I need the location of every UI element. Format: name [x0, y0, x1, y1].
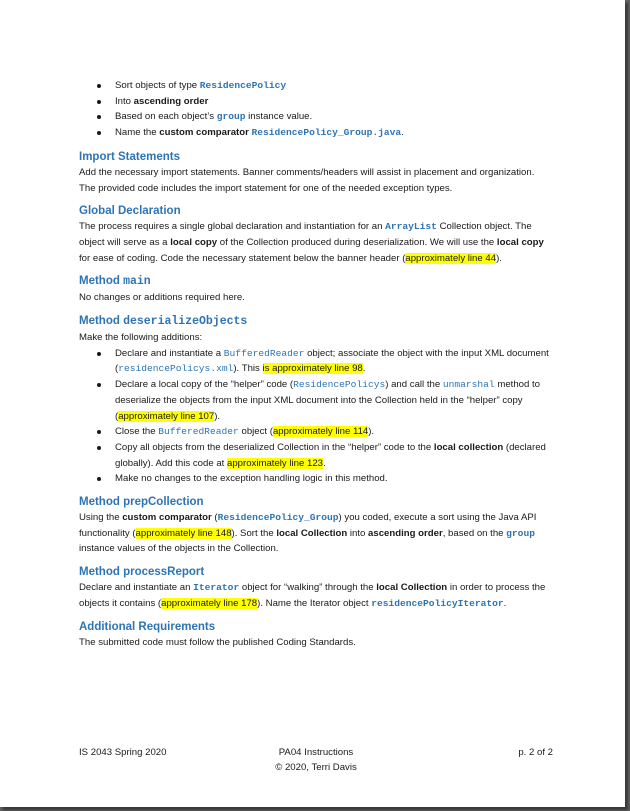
section-import	[79, 149, 549, 196]
highlight: approximately line 44	[405, 252, 497, 264]
inline-code: ResidencePolicy_Group.java	[251, 127, 402, 139]
highlight: is approximately line 98	[262, 363, 363, 375]
footer-title: PA04 Instructions	[278, 747, 354, 758]
section-heading-import: Import Statements	[79, 150, 180, 163]
footer-page-number: p. 2 of 2	[518, 747, 553, 758]
section-heading-global: Global Declaration	[79, 205, 181, 218]
inline-code: group	[216, 111, 246, 123]
section-text: Add the necessary import statements. Banner comments/headers will assist in placement and organization. The provided code includes the import statement for one of the needed exception types.	[79, 166, 535, 194]
footer-center	[79, 745, 553, 775]
section-global	[79, 203, 549, 266]
list-item: Name the custom comparator ResidencePolicy_Group.java.	[115, 125, 549, 141]
list-item: Based on each object’s group instance value.	[115, 109, 549, 125]
section-heading-deserialize: Method deserializeObjects	[79, 315, 248, 329]
section-text: Make the following additions:	[79, 332, 203, 344]
list-item: Into ascending order	[115, 94, 549, 110]
highlight: approximately line 114	[272, 426, 369, 438]
list-item: Declare and instantiate a BufferedReader object; associate the object with the input XML document (residencePolicys.xml). This is approximately line 98.	[115, 346, 549, 377]
section-prep	[79, 494, 549, 557]
section-heading-report: Method processReport	[79, 566, 205, 579]
section-text: The submitted code must follow the published Coding Standards.	[79, 636, 356, 648]
section-text: No changes or additions required here.	[79, 292, 245, 304]
section-report	[79, 564, 549, 611]
highlight: approximately line 123	[227, 457, 323, 469]
section-heading-main: Method main	[79, 275, 151, 289]
section-text: The process requires a single global declaration and instantiation for an ArrayList Collection object. The object will serve as a local copy of the Collection produced during deserialization. We will use the local copy for ease of coding. Code the necessary statement below the banner header (approximately line 44).	[79, 221, 544, 264]
highlight: approximately line 178	[161, 597, 258, 609]
intro-bullet-list	[79, 78, 549, 141]
list-item: Close the BufferedReader object (approximately line 114).	[115, 424, 549, 440]
deserialize-bullet-list	[79, 346, 549, 487]
section-main	[79, 273, 549, 306]
list-item: Declare a local copy of the “helper” code (ResidencePolicys) and call the unmarshal method to deserialize the objects from the input XML document into the Collection held in the “helper” copy (approximately line 107).	[115, 377, 549, 424]
list-item: Make no changes to the exception handling logic in this method.	[115, 471, 549, 487]
page-content	[79, 78, 549, 650]
footer-copyright: © 2020, Terri Davis	[275, 762, 357, 773]
inline-code: ResidencePolicy	[199, 80, 287, 91]
section-heading-additional: Additional Requirements	[79, 620, 216, 633]
section-text: Using the custom comparator (ResidencePolicy_Group) you coded, execute a sort using the Java API functionality (approximately line 148). Sort the local Collection into ascending order, based on the group instance values of the objects in the Collection.	[79, 512, 537, 555]
highlight: approximately line 148	[135, 527, 232, 539]
highlight: approximately line 107	[118, 410, 215, 422]
section-text: Declare and instantiate an Iterator object for “walking” through the local Collection in order to process the objects it contains (approximately line 178). Name the Iterator object residencePolicyIterator.	[79, 582, 546, 609]
section-deserialize	[79, 313, 549, 487]
list-item: Copy all objects from the deserialized Collection in the “helper” code to the local collection (declared globally). Add this code at approximately line 123.	[115, 440, 549, 471]
section-additional	[79, 619, 549, 651]
section-heading-prep: Method prepCollection	[79, 496, 204, 509]
list-item: Sort objects of type ResidencePolicy	[115, 78, 549, 94]
footer-course: IS 2043 Spring 2020	[79, 747, 167, 758]
